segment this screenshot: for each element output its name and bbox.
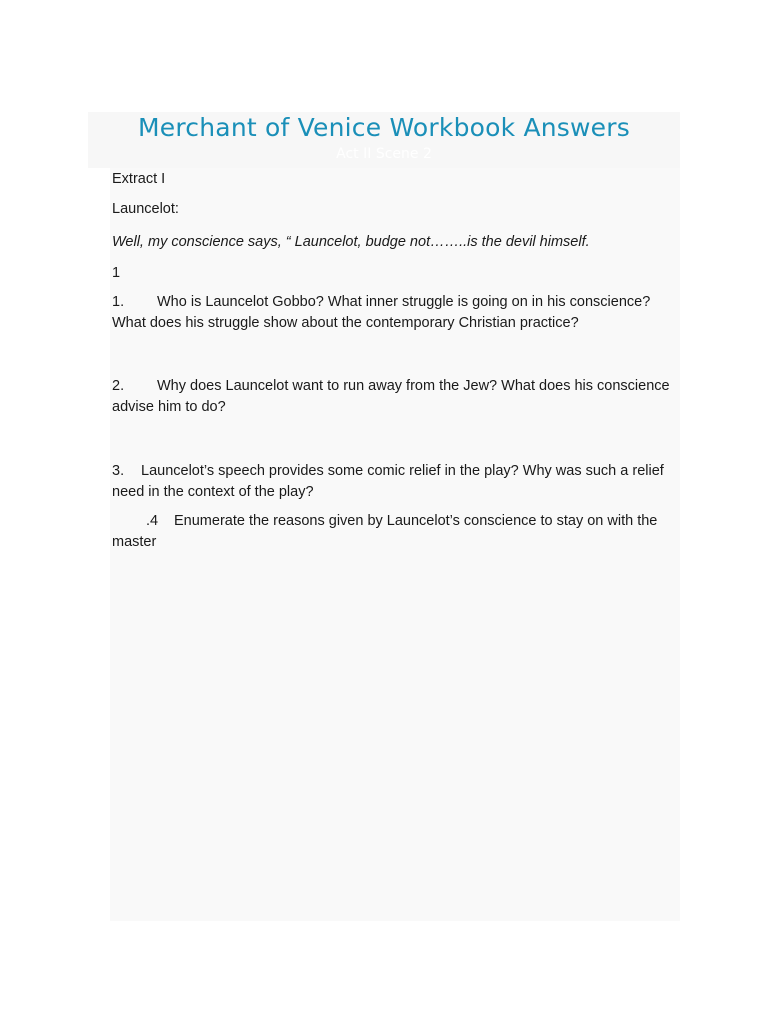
question-3 — [112, 461, 680, 503]
document-subtitle: Act II Scene 2 — [336, 146, 432, 162]
extract-quote: Well, my conscience says, “ Launcelot, budge not……..is the devil himself. — [112, 234, 590, 250]
document-title: Merchant of Venice Workbook Answers — [138, 113, 630, 142]
section-number: 1 — [112, 265, 121, 281]
question-4 — [112, 511, 680, 553]
question-number: 1. — [112, 294, 125, 310]
question-2 — [112, 376, 680, 418]
question-1 — [112, 292, 680, 334]
question-number: .4 — [146, 513, 159, 529]
question-text: Launcelot’s speech provides some comic relief in the play? Why was such a relief need in the context of the play? — [112, 463, 664, 500]
question-number: 3. — [112, 463, 125, 479]
extract-label: Extract I — [112, 171, 166, 187]
question-text: Enumerate the reasons given by Launcelot’s conscience to stay on with the master — [112, 513, 658, 550]
question-text: Why does Launcelot want to run away from the Jew? What does his conscience advise him to do? — [112, 378, 670, 415]
question-number: 2. — [112, 378, 125, 394]
speaker-label: Launcelot: — [112, 201, 179, 217]
question-text: Who is Launcelot Gobbo? What inner struggle is going on in his conscience? What does his struggle show about the contemporary Christian practice? — [112, 294, 651, 331]
